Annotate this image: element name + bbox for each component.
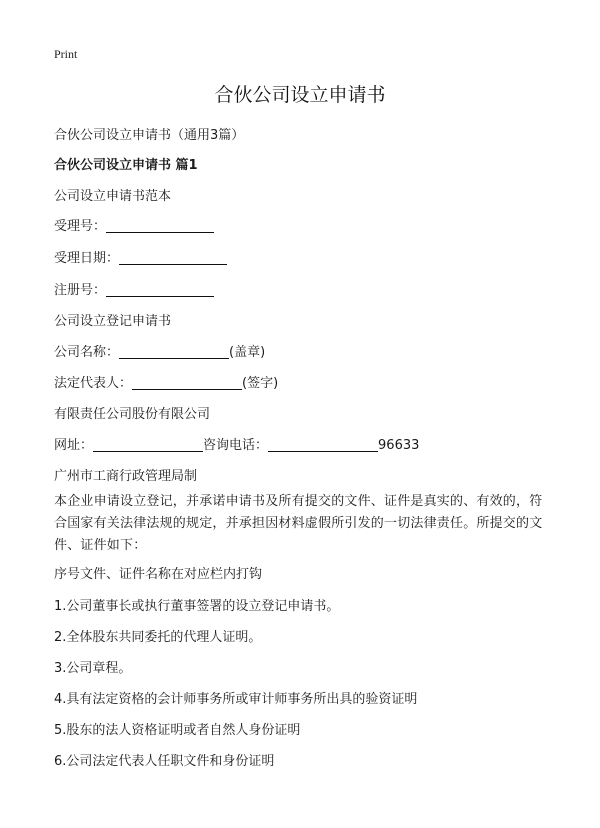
accept-no-blank <box>106 218 214 233</box>
legal-rep-field <box>54 372 278 391</box>
accept-date-blank <box>119 250 227 265</box>
phone-blank <box>268 437 378 452</box>
list-item: 5.股东的法人资格证明或者自然人身份证明 <box>54 723 301 738</box>
page-title: 合伙公司设立申请书 <box>214 84 386 106</box>
legal-rep-suffix: (签字) <box>242 376 279 391</box>
template-label: 公司设立申请书范本 <box>54 189 172 204</box>
company-name-blank <box>119 344 229 359</box>
company-name-label: 公司名称： <box>54 345 120 360</box>
accept-no-field <box>54 215 214 234</box>
website-blank <box>93 437 203 452</box>
form-title: 公司设立登记申请书 <box>54 314 172 329</box>
declaration: 本企业申请设立登记，并承诺申请书及所有提交的文件、证件是真实的、有效的，符合国家有关法律法规的规定，并承担因材料虚假所引发的一切法律责任。所提交的文件、证件如下： <box>54 494 543 553</box>
company-type: 有限责任公司股份有限公司 <box>54 407 211 422</box>
section-heading: 合伙公司设立申请书 篇1 <box>54 158 198 173</box>
phone-suffix: 96633 <box>378 438 420 453</box>
website-label: 网址： <box>54 438 94 453</box>
reg-no-label: 注册号： <box>54 283 107 298</box>
legal-rep-label: 法定代表人： <box>54 376 133 391</box>
list-item: 4.具有法定资格的会计师事务所或审计师事务所出具的验资证明 <box>54 692 418 707</box>
website-field <box>54 434 419 453</box>
subtitle: 合伙公司设立申请书（通用3篇） <box>54 128 245 143</box>
accept-date-field <box>54 247 227 266</box>
authority: 广州市工商行政管理局制 <box>54 469 198 484</box>
accept-no-label: 受理号： <box>54 219 107 234</box>
list-item: 3.公司章程。 <box>54 661 132 676</box>
company-name-field <box>54 341 265 360</box>
list-item: 2.全体股东共同委托的代理人证明。 <box>54 630 262 645</box>
checklist-header: 序号文件、证件名称在对应栏内打钩 <box>54 567 263 582</box>
list-item: 1.公司董事长或执行董事签署的设立登记申请书。 <box>54 599 340 614</box>
company-name-suffix: (盖章) <box>229 345 266 360</box>
accept-date-label: 受理日期： <box>54 251 120 266</box>
reg-no-field <box>54 279 214 298</box>
phone-label: 咨询电话： <box>203 438 269 453</box>
print-link[interactable]: Print <box>54 47 78 61</box>
legal-rep-blank <box>132 375 242 390</box>
reg-no-blank <box>106 282 214 297</box>
list-item: 6.公司法定代表人任职文件和身份证明 <box>54 754 275 769</box>
